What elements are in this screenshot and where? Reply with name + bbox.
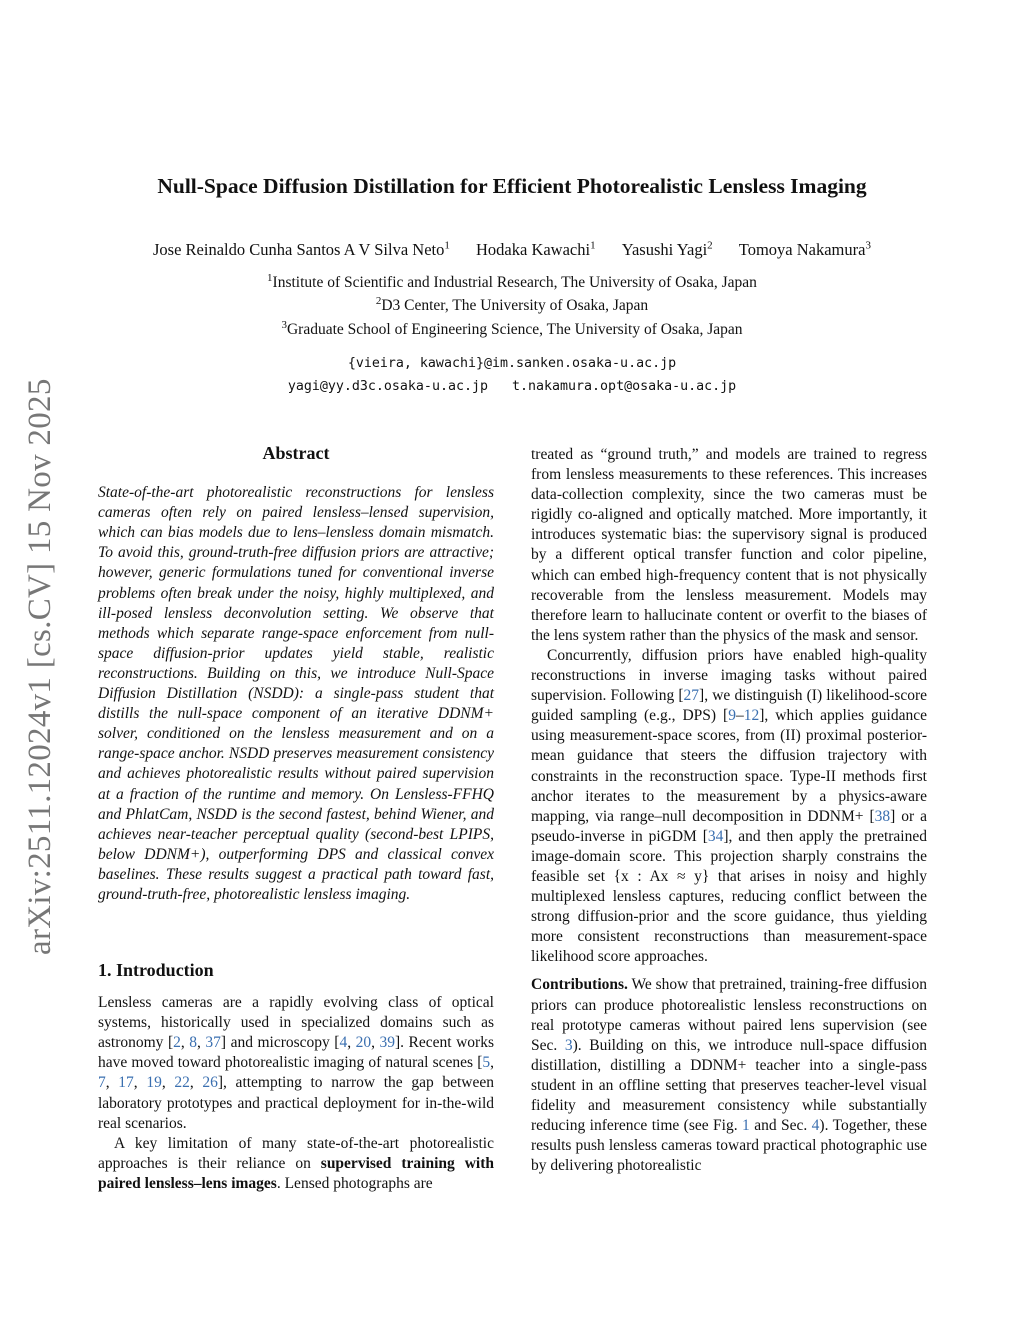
- abstract-section: [98, 443, 494, 905]
- citation-link[interactable]: 20: [355, 1034, 372, 1052]
- email-line: {vieira, kawachi}@im.sanken.osaka-u.ac.jp: [347, 356, 677, 371]
- citation-link[interactable]: 4: [811, 1117, 820, 1135]
- citation-link[interactable]: 9: [728, 707, 736, 725]
- paragraph: Concurrently, diffusion priors have enabled high-quality reconstructions in inverse imaging tasks without paired supervision. Following [27], we distinguish (I) likelihood-score guided sampling (e.g., DPS) [9–12], which applies guidance using measurement-space scores, from (II) proximal posterior-mean guidance that steers the diffusion trajectory with constraints in the reconstruction space. Type-II methods first anchor iterates to the measurement by a physics-aware mapping, via range–null decomposition in DDNM+ [38] or a pseudo-inverse in piGDM [34], and then apply the pretrained image-domain score. This projection sharply constrains the feasible set {x : Ax ≈ y} that arises in noisy and highly multiplexed lensless captures, reducing conflict between the strong diffusion-prior and the score guidance, thus yielding more consistent reconstructions than measurement-space likelihood score approaches.: [531, 646, 927, 966]
- math-expression: {x : Ax ≈ y}: [613, 867, 710, 885]
- abstract-text: State-of-the-art photorealistic reconstructions for lensless cameras often rely on paired lensless–lensed supervision, which can bias models due to lens–lensless domain mismatch. To avoid this, ground-truth-free diffusion priors are attractive; however, generic formulations tuned for conventional inverse problems often break under the noisy, highly multiplexed, and ill-posed lensless deconvolution setting. We observe that methods which separate range-space enforcement from null-space diffusion-prior updates yield stable, realistic reconstructions. Building on this, we introduce Null-Space Diffusion Distillation (NSDD): a single-pass student that distills the null-space component of an iterative DDNM+ solver, conditioned on the lensless measurement and on a range-space anchor. NSDD preserves measurement consistency and achieves photorealistic results without paired supervision at a fraction of the runtime and memory. On Lensless-FFHQ and PhlatCam, NSDD is the second fastest, behind Wiener, and achieves near-teacher perceptual quality (second-best LPIPS, below DDNM+), outperforming DPS and classical convex baselines. These results suggest a practical path toward fast, ground-truth-free, photorealistic lensless imaging.: [98, 484, 494, 903]
- email-line: yagi@yy.d3c.osaka-u.ac.jp t.nakamura.opt@osaka-u.ac.jp: [287, 379, 737, 394]
- paragraph: A key limitation of many state-of-the-art photorealistic approaches is their reliance on supervised training with paired lensless–lens images. Lensed photographs are: [98, 1134, 494, 1192]
- affiliation: $^1$Institute of Scientific and Industrial Research, The University of Osaka, Japan: [267, 271, 757, 291]
- author: Yasushi Yagi$^2$: [621, 239, 713, 259]
- paragraph: Contributions. We show that pretrained, training-free diffusion priors can produce photorealistic lensless reconstructions on real prototype cameras without paired lens supervision (see Sec. 3). Building on this, we introduce null-space diffusion distillation, distilling a DDNM+ teacher into a single-pass student in an offline setting that preserves teacher-level visual fidelity and measurement consistency while substantially reducing inference time (see Fig. 1 and Sec. 4). Together, these results push lensless cameras toward practical photographic use by delivering photorealistic: [531, 976, 927, 1175]
- right-column: [531, 445, 927, 1176]
- abstract-heading: Abstract: [262, 443, 330, 463]
- citation-link[interactable]: 39: [379, 1034, 395, 1052]
- citation-link[interactable]: 38: [874, 807, 891, 825]
- author: Hodaka Kawachi$^1$: [476, 239, 596, 259]
- introduction-section: [98, 960, 494, 1194]
- section-heading: 1. Introduction: [98, 960, 214, 980]
- citation-link[interactable]: 3: [564, 1036, 573, 1054]
- affiliation: $^2$D3 Center, The University of Osaka, Japan: [375, 294, 649, 314]
- citation-link[interactable]: 27: [683, 687, 700, 705]
- paper-title: Null-Space Diffusion Distillation for Efficient Photorealistic Lensless Imaging: [157, 174, 867, 198]
- citation-link[interactable]: 12: [743, 707, 760, 725]
- author: Jose Reinaldo Cunha Santos A V Silva Neto$^1$: [153, 239, 450, 259]
- paragraph: Lensless cameras are a rapidly evolving class of optical systems, historically used in specialized domains such as astronomy [2, 8, 37] and microscopy [4, 20, 39]. Recent works have moved toward photorealistic imaging of natural scenes [5, 7, 17, 19, 22, 26], attempting to narrow the gap between laboratory prototypes and practical deployment for in-the-wild real scenarios.: [98, 994, 495, 1132]
- citation-link[interactable]: 22: [174, 1074, 190, 1092]
- arxiv-identifier: arXiv:2511.12024v1 [cs.CV] 15 Nov 2025: [22, 378, 58, 955]
- citation-link[interactable]: 4: [339, 1034, 348, 1052]
- affiliation: $^3$Graduate School of Engineering Science, The University of Osaka, Japan: [281, 318, 743, 338]
- citation-link[interactable]: 19: [146, 1074, 162, 1092]
- paragraph: treated as “ground truth,” and models are trained to regress from lensless measurements to these references. This increases data-collection complexity, since the two cameras must be rigidly co-aligned and optically matched. More importantly, it introduces systematic bias: the supervisory signal is produced by a different optical transfer function and color pipeline, which can embed high-frequency content that is not physically recoverable from the lensless measurement. Models may therefore learn to hallucinate content or overfit to the biases of the lens system rather than the physics of the mask and sensor.: [531, 446, 927, 644]
- citation-link[interactable]: 17: [118, 1074, 134, 1092]
- citation-link[interactable]: 34: [707, 827, 724, 845]
- citation-link[interactable]: 37: [205, 1034, 221, 1052]
- citation-link[interactable]: 1: [742, 1117, 750, 1135]
- citation-link[interactable]: 7: [98, 1074, 106, 1092]
- citation-link[interactable]: 5: [482, 1054, 491, 1072]
- author-list: [0, 240, 1024, 260]
- citation-link[interactable]: 26: [202, 1074, 218, 1092]
- citation-link[interactable]: 8: [189, 1034, 198, 1052]
- author: Tomoya Nakamura$^3$: [738, 239, 871, 259]
- citation-link[interactable]: 2: [173, 1034, 181, 1052]
